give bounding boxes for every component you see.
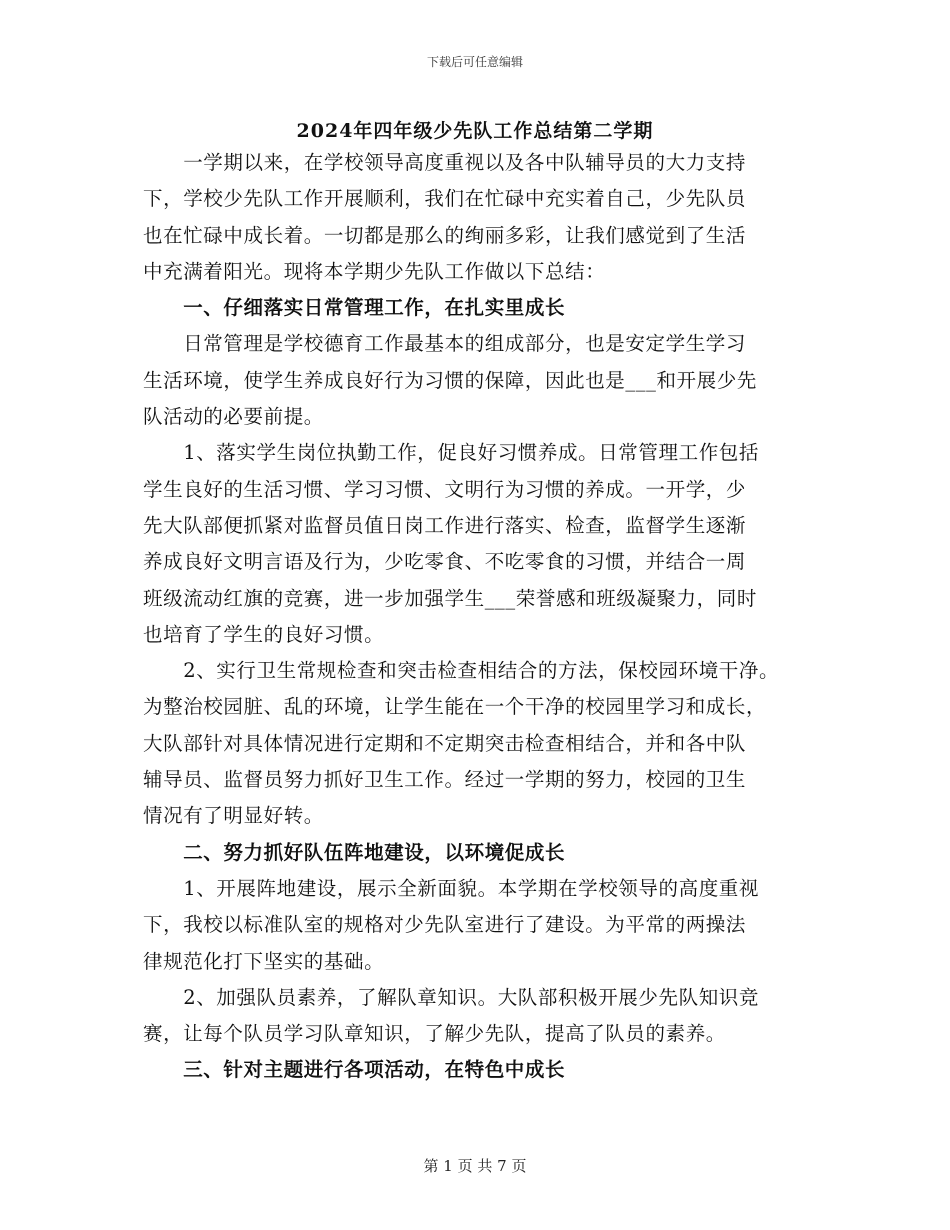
header-note: 下载后可任意编辑 (426, 55, 523, 69)
page-footer: 第 1 页 共 7 页 (423, 1157, 527, 1175)
paragraph-line: 1、开展阵地建设，展示全新面貌。本学期在学校领导的高度重视 (143, 876, 760, 900)
section-heading: 一、仔细落实日常管理工作，在扎实里成长 (143, 296, 566, 320)
paragraph-line: 2、加强队员素养，了解队章知识。大队部积极开展少先队知识竞 (143, 985, 760, 1009)
paragraph-line: 生活环境，使学生养成良好行为习惯的保障，因此也是___和开展少先 (143, 368, 757, 392)
paragraph-line: 2、实行卫生常规检查和突击检查相结合的方法，保校园环境干净。 (143, 659, 780, 683)
section-heading: 三、针对主题进行各项活动，在特色中成长 (143, 1058, 566, 1082)
document-title: 2024年四年级少先队工作总结第二学期 (296, 120, 654, 142)
section-heading: 二、努力抓好队伍阵地建设，以环境促成长 (143, 840, 566, 864)
paragraph-line: 先大队部便抓紧对监督员值日岗工作进行落实、检查，监督学生逐渐 (143, 513, 747, 537)
paragraph-line: 也培育了学生的良好习惯。 (143, 622, 385, 646)
paragraph-line: 辅导员、监督员努力抓好卫生工作。经过一学期的努力，校园的卫生 (143, 768, 747, 792)
paragraph-line: 班级流动红旗的竞赛，进一步加强学生___荣誉感和班级凝聚力，同时 (143, 586, 757, 610)
paragraph-line: 也在忙碌中成长着。一切都是那么的绚丽多彩，让我们感觉到了生活 (143, 223, 747, 247)
paragraph-line: 中充满着阳光。现将本学期少先队工作做以下总结： (143, 259, 606, 283)
document-body (143, 145, 823, 1089)
paragraph-line: 大队部针对具体情况进行定期和不定期突击检查相结合，并和各中队 (143, 731, 747, 755)
paragraph-line: 律规范化打下坚实的基础。 (143, 949, 385, 973)
paragraph-line: 养成良好文明言语及行为，少吃零食、不吃零食的习惯，并结合一周 (143, 550, 747, 574)
paragraph-line: 队活动的必要前提。 (143, 405, 324, 429)
paragraph-line: 为整治校园脏、乱的环境，让学生能在一个干净的校园里学习和成长， (143, 695, 767, 719)
paragraph-line: 日常管理是学校德育工作最基本的组成部分，也是安定学生学习 (143, 332, 747, 356)
paragraph-line: 一学期以来，在学校领导高度重视以及各中队辅导员的大力支持 (143, 151, 747, 174)
paragraph-line: 赛，让每个队员学习队章知识，了解少先队，提高了队员的素养。 (143, 1022, 726, 1046)
paragraph-line: 下，学校少先队工作开展顺利，我们在忙碌中充实着自己，少先队员 (143, 187, 747, 211)
paragraph-line: 学生良好的生活习惯、学习习惯、文明行为习惯的养成。一开学，少 (143, 477, 747, 501)
paragraph-line: 1、落实学生岗位执勤工作，促良好习惯养成。日常管理工作包括 (143, 441, 760, 465)
paragraph-line: 情况有了明显好转。 (143, 804, 324, 828)
paragraph-line: 下，我校以标准队室的规格对少先队室进行了建设。为平常的两操法 (143, 913, 747, 937)
